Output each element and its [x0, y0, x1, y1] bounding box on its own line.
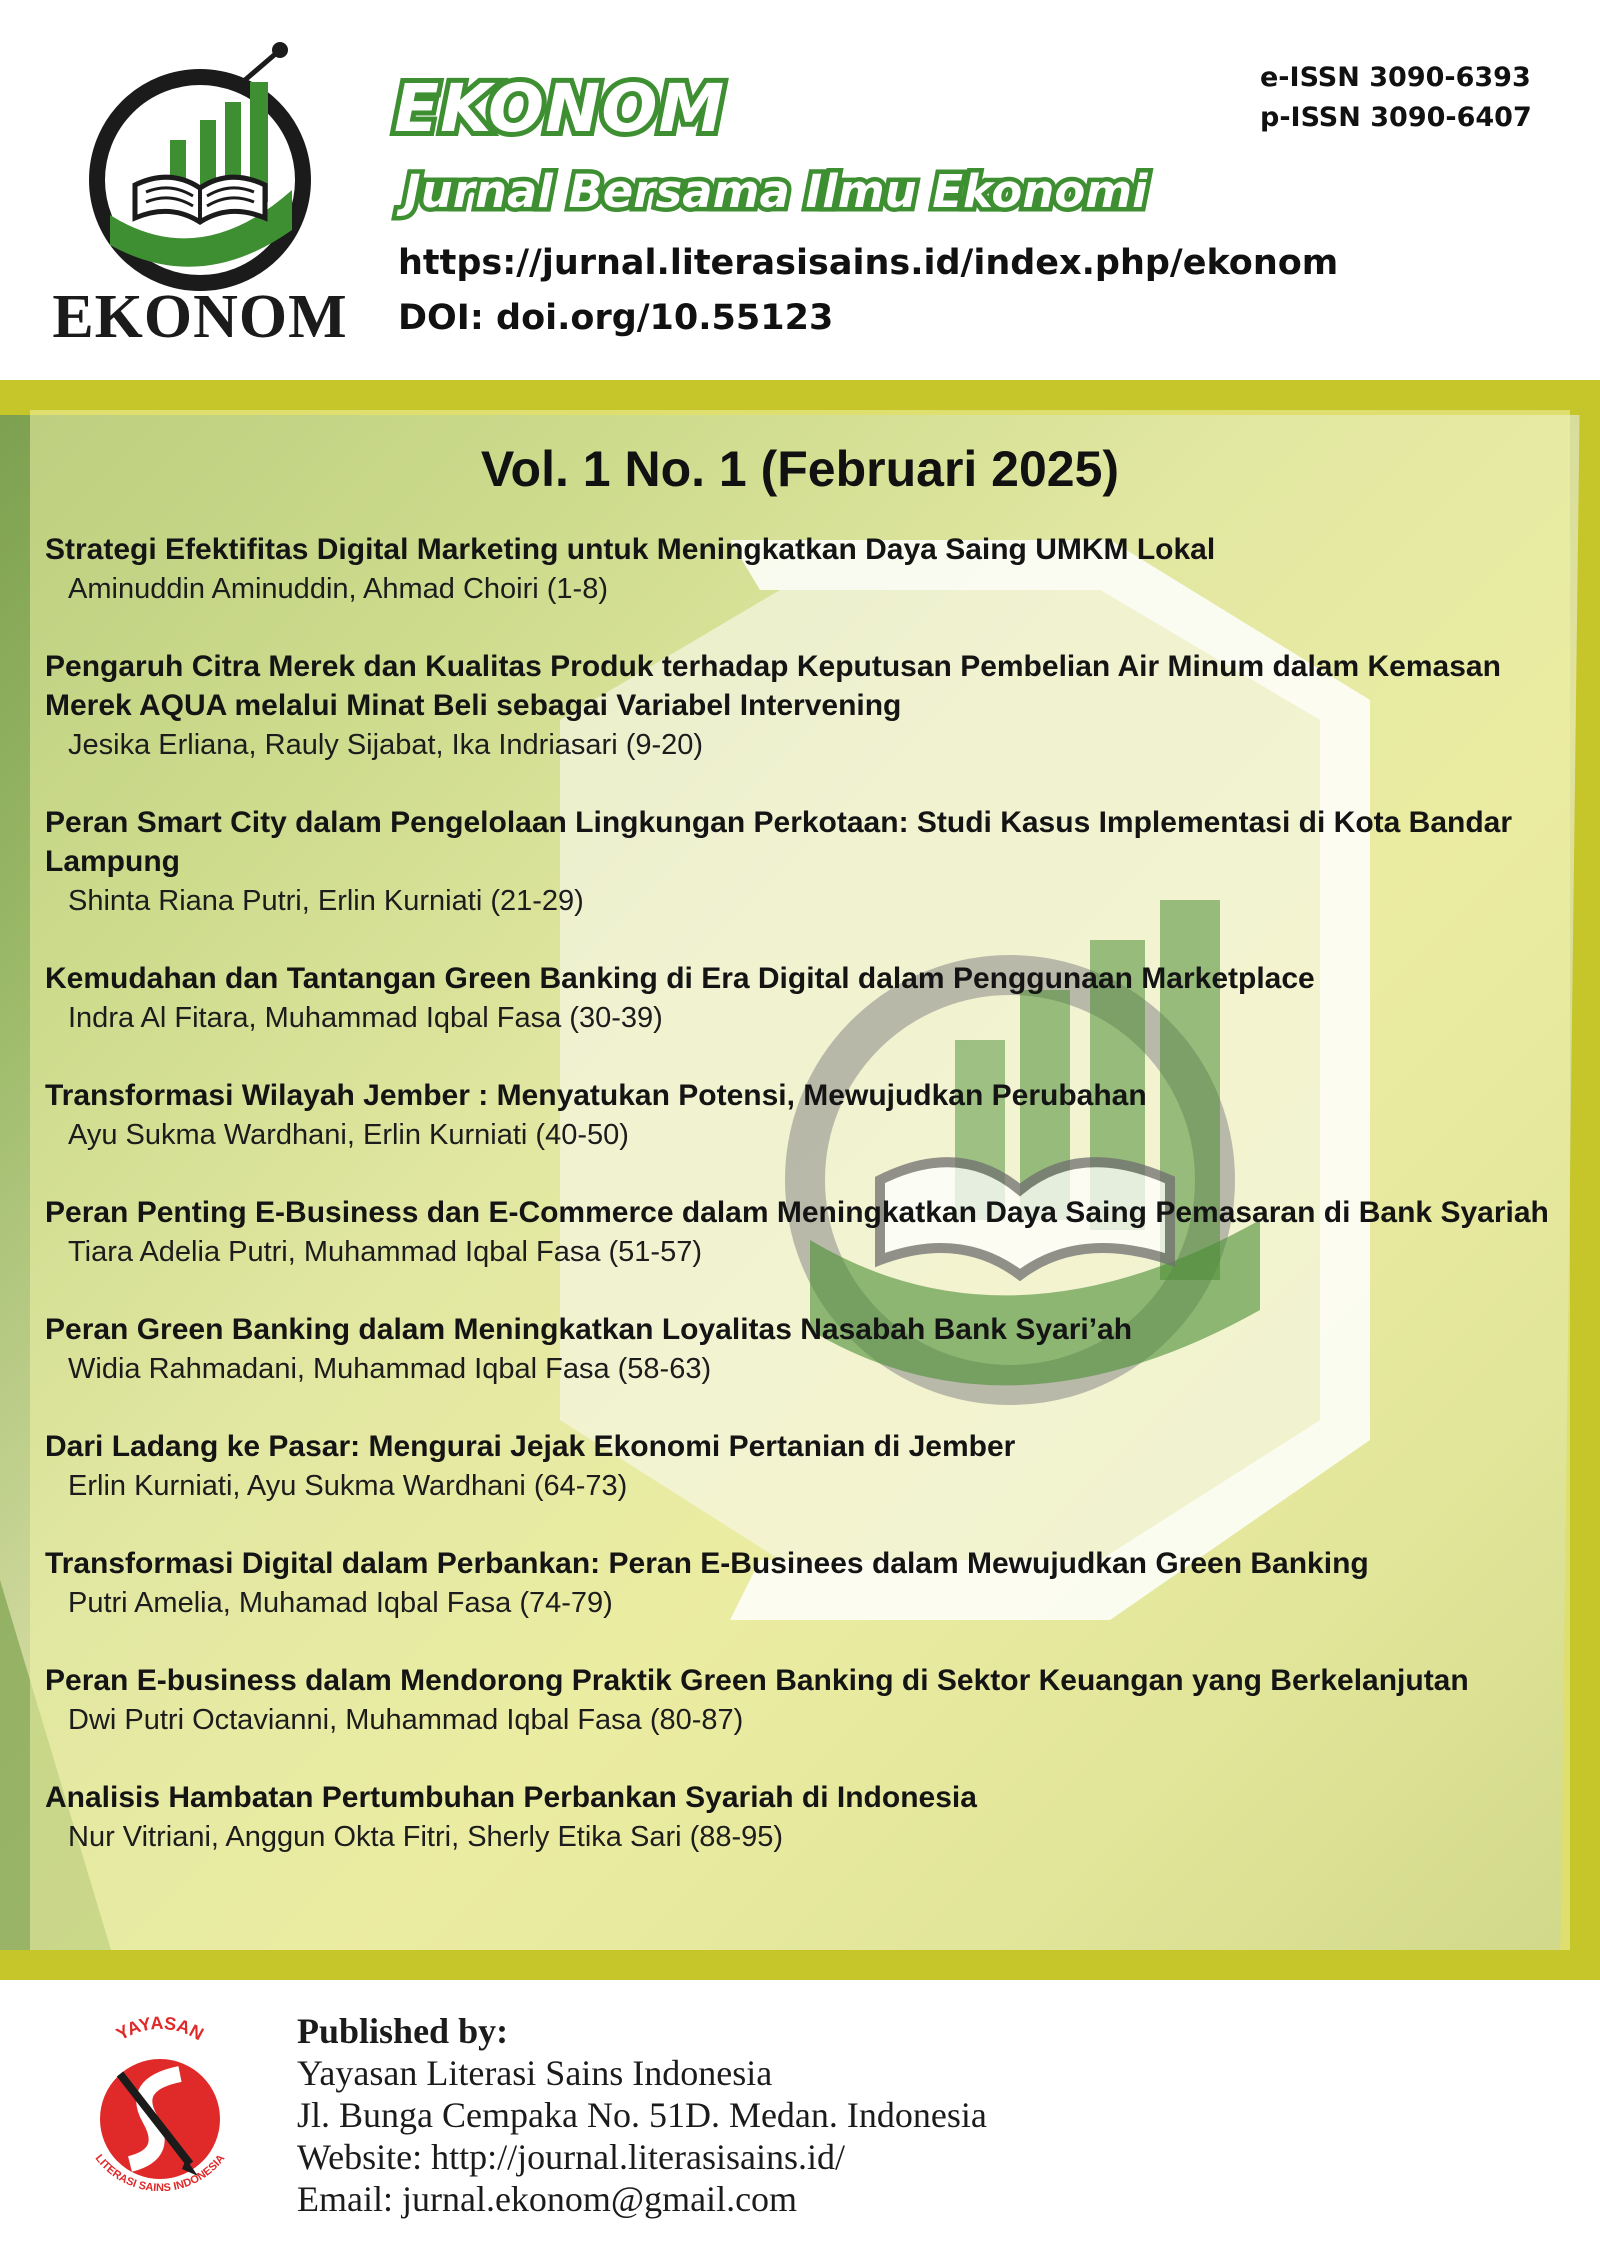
- volume-title: Vol. 1 No. 1 (Februari 2025): [480, 441, 1120, 497]
- article-title[interactable]: Analisis Hambatan Pertumbuhan Perbankan Syariah di Indonesia: [45, 1781, 977, 1814]
- publisher-heading: Published by:: [297, 2011, 509, 2051]
- publisher-address: Jl. Bunga Cempaka No. 51D. Medan. Indonesia: [297, 2095, 987, 2135]
- article-title[interactable]: Kemudahan dan Tantangan Green Banking di Era Digital dalam Penggunaan Marketplace: [45, 962, 1315, 995]
- publisher-email[interactable]: Email: jurnal.ekonom@gmail.com: [297, 2179, 798, 2219]
- e-issn: e-ISSN 3090-6393: [1260, 62, 1531, 93]
- logo-wordmark: EKONOM: [52, 283, 348, 351]
- article-authors: Ayu Sukma Wardhani, Erlin Kurniati (40-50): [68, 1119, 629, 1151]
- cover-header: [0, 0, 1600, 380]
- article-title[interactable]: Peran Smart City dalam Pengelolaan Lingkungan Perkotaan: Studi Kasus Implementasi di Kota Bandar Lampung: [45, 806, 1513, 878]
- article-item: [45, 1661, 1575, 1740]
- article-item: [45, 647, 1575, 765]
- article-item: [45, 530, 1575, 609]
- article-title[interactable]: Transformasi Digital dalam Perbankan: Peran E-Businees dalam Mewujudkan Green Banking: [45, 1547, 1369, 1580]
- article-authors: Indra Al Fitara, Muhammad Iqbal Fasa (30-39): [68, 1002, 663, 1034]
- publisher-logo-bottom-text: LITERASI SAINS INDONESIA: [92, 2152, 228, 2195]
- issn-block: [1260, 58, 1532, 138]
- publisher-logo-icon: [60, 2004, 260, 2214]
- article-title[interactable]: Peran Penting E-Business dan E-Commerce dalam Meningkatkan Daya Saing Pemasaran di Bank Syariah: [45, 1196, 1549, 1229]
- journal-url: https://jurnal.literasisains.id/index.php/ekonom: [398, 243, 1339, 283]
- article-authors: Dwi Putri Octavianni, Muhammad Iqbal Fasa (80-87): [68, 1704, 744, 1736]
- article-item: [45, 1427, 1575, 1506]
- publisher-website[interactable]: Website: http://journal.literasisains.id/: [297, 2137, 846, 2177]
- publisher-footer: [0, 1980, 1600, 2263]
- article-title[interactable]: Peran E-business dalam Mendorong Praktik Green Banking di Sektor Keuangan yang Berkelanjutan: [45, 1664, 1469, 1697]
- journal-name: EKONOM: [394, 70, 726, 147]
- article-authors: Putri Amelia, Muhamad Iqbal Fasa (74-79): [68, 1587, 613, 1619]
- article-authors: Erlin Kurniati, Ayu Sukma Wardhani (64-73): [68, 1470, 628, 1502]
- article-item: [45, 959, 1575, 1038]
- publisher-info: [297, 2010, 987, 2220]
- article-title[interactable]: Strategi Efektifitas Digital Marketing untuk Meningkatkan Daya Saing UMKM Lokal: [45, 533, 1216, 566]
- article-title[interactable]: Pengaruh Citra Merek dan Kualitas Produk terhadap Keputusan Pembelian Air Minum dalam Kemasan Merek AQUA melalui Minat Beli sebagai Variabel Intervening: [45, 650, 1501, 722]
- article-item: [45, 1310, 1575, 1389]
- article-title[interactable]: Dari Ladang ke Pasar: Mengurai Jejak Ekonomi Pertanian di Jember: [45, 1430, 1016, 1463]
- article-list: [45, 530, 1575, 1895]
- article-authors: Nur Vitriani, Anggun Okta Fitri, Sherly Etika Sari (88-95): [68, 1821, 784, 1853]
- article-item: [45, 1193, 1575, 1272]
- publisher-logo-top-text: YAYASAN: [112, 2012, 207, 2045]
- article-authors: Widia Rahmadani, Muhammad Iqbal Fasa (58-63): [68, 1353, 712, 1385]
- journal-subtitle: Jurnal Bersama Ilmu Ekonomi: [404, 165, 1148, 218]
- article-authors: Tiara Adelia Putri, Muhammad Iqbal Fasa (51-57): [68, 1236, 702, 1268]
- publisher-name: Yayasan Literasi Sains Indonesia: [297, 2053, 773, 2093]
- article-authors: Shinta Riana Putri, Erlin Kurniati (21-29): [68, 885, 584, 917]
- article-item: [45, 1778, 1575, 1857]
- article-item: [45, 1544, 1575, 1623]
- svg-text:YAYASAN: [113, 2013, 207, 2044]
- article-authors: Aminuddin Aminuddin, Ahmad Choiri (1-8): [68, 573, 608, 605]
- article-authors: Jesika Erliana, Rauly Sijabat, Ika Indriasari (9-20): [68, 729, 704, 761]
- article-item: [45, 1076, 1575, 1155]
- journal-doi: DOI: doi.org/10.55123: [398, 298, 834, 338]
- article-title[interactable]: Transformasi Wilayah Jember : Menyatukan Potensi, Mewujudkan Perubahan: [45, 1079, 1147, 1112]
- article-item: [45, 803, 1575, 921]
- p-issn: p-ISSN 3090-6407: [1260, 102, 1532, 133]
- article-title[interactable]: Peran Green Banking dalam Meningkatkan Loyalitas Nasabah Bank Syari’ah: [45, 1313, 1133, 1346]
